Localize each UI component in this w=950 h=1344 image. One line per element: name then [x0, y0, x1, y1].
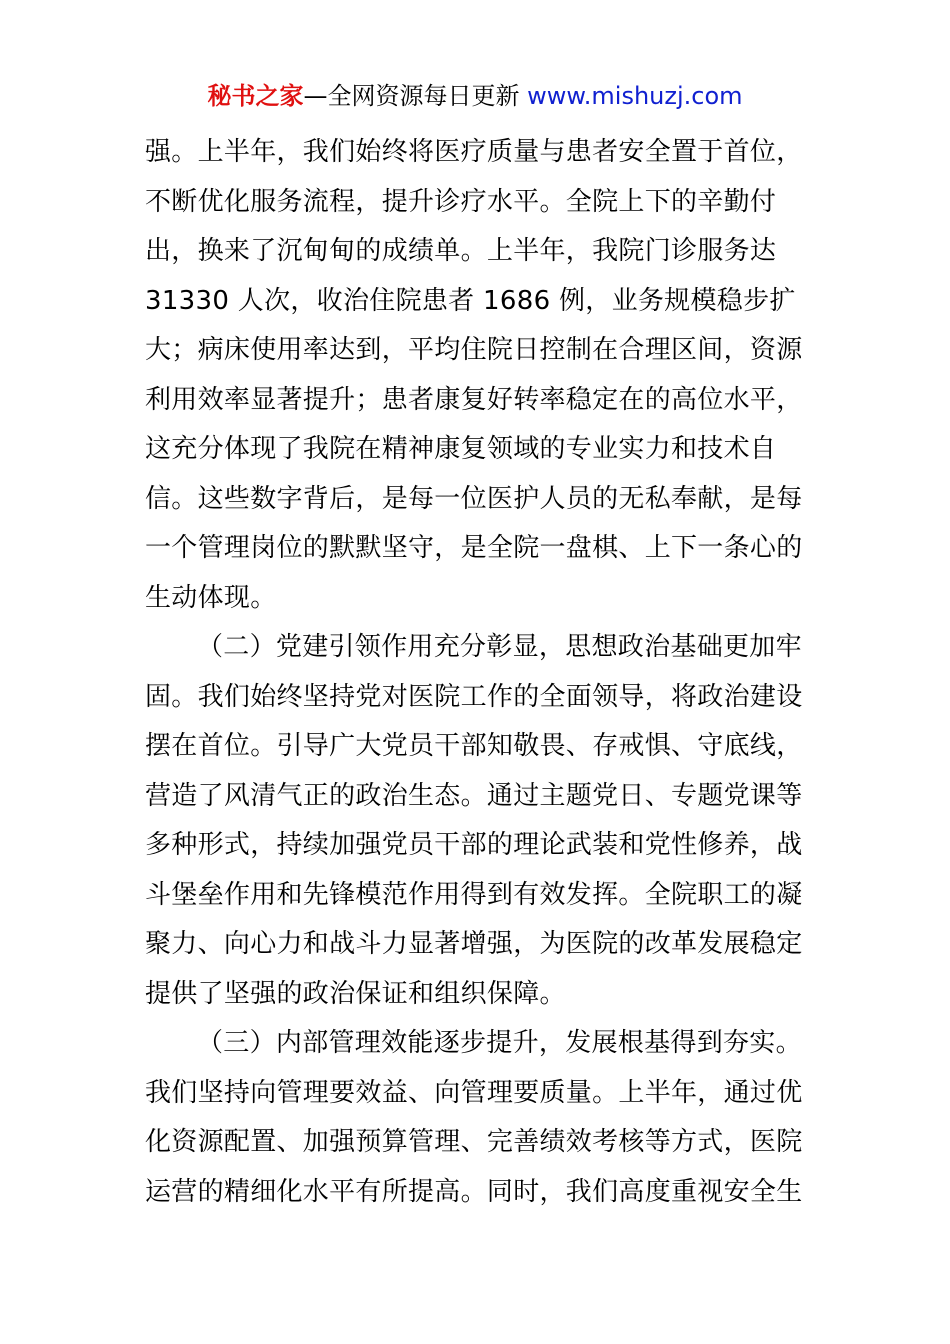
text-line: 我们坚持向管理要效益、向管理要质量。上半年，通过优 [145, 1077, 803, 1108]
site-url-link[interactable]: www.mishuzj.com [527, 82, 743, 110]
text-line: 生动体现。 [145, 582, 277, 613]
text-line: 化资源配置、加强预算管理、完善绩效考核等方式，医院 [145, 1127, 803, 1157]
text-line: 固。我们始终坚持党对医院工作的全面领导，将政治建设 [145, 681, 803, 712]
text-line: 聚力、向心力和战斗力显著增强，为医院的改革发展稳定 [145, 929, 803, 959]
text-line: 这充分体现了我院在精神康复领域的专业实力和技术自 [145, 434, 777, 464]
site-header [0, 80, 950, 112]
text-line: 斗堡垒作用和先锋模范作用得到有效发挥。全院职工的凝 [145, 879, 803, 910]
section-heading-3: （三）内部管理效能逐步提升，发展根基得到夯实。 [197, 1028, 802, 1058]
site-tagline: —全网资源每日更新 [303, 82, 520, 110]
text-line: 信。这些数字背后，是每一位医护人员的无私奉献，是每 [145, 483, 803, 514]
text-line: 多种形式，持续加强党员干部的理论武装和党性修养，战 [145, 830, 803, 860]
document-body [145, 128, 815, 1217]
text-line: 摆在首位。引导广大党员干部知敬畏、存戒惧、守底线， [145, 731, 803, 761]
text-line: 提供了坚强的政治保证和组织保障。 [145, 978, 566, 1009]
text-line: 大；病床使用率达到，平均住院日控制在合理区间，资源 [145, 335, 803, 365]
text-line: 出，换来了沉甸甸的成绩单。上半年，我院门诊服务达 [145, 236, 777, 266]
text-line: 强。上半年，我们始终将医疗质量与患者安全置于首位， [145, 137, 803, 167]
text-line: 不断优化服务流程，提升诊疗水平。全院上下的辛勤付 [145, 186, 777, 217]
text-line: 一个管理岗位的默默坚守，是全院一盘棋、上下一条心的 [145, 533, 803, 563]
text-line: 利用效率显著提升；患者康复好转率稳定在的高位水平， [145, 384, 803, 415]
text-line: 31330 人次，收治住院患者 1686 例，业务规模稳步扩 [145, 285, 796, 316]
text-line: 运营的精细化水平有所提高。同时，我们高度重视安全生 [145, 1176, 803, 1207]
site-brand: 秘书之家 [207, 82, 304, 110]
text-line: 营造了风清气正的政治生态。通过主题党日、专题党课等 [145, 780, 803, 811]
section-heading-2: （二）党建引领作用充分彰显，思想政治基础更加牢 [197, 632, 802, 662]
